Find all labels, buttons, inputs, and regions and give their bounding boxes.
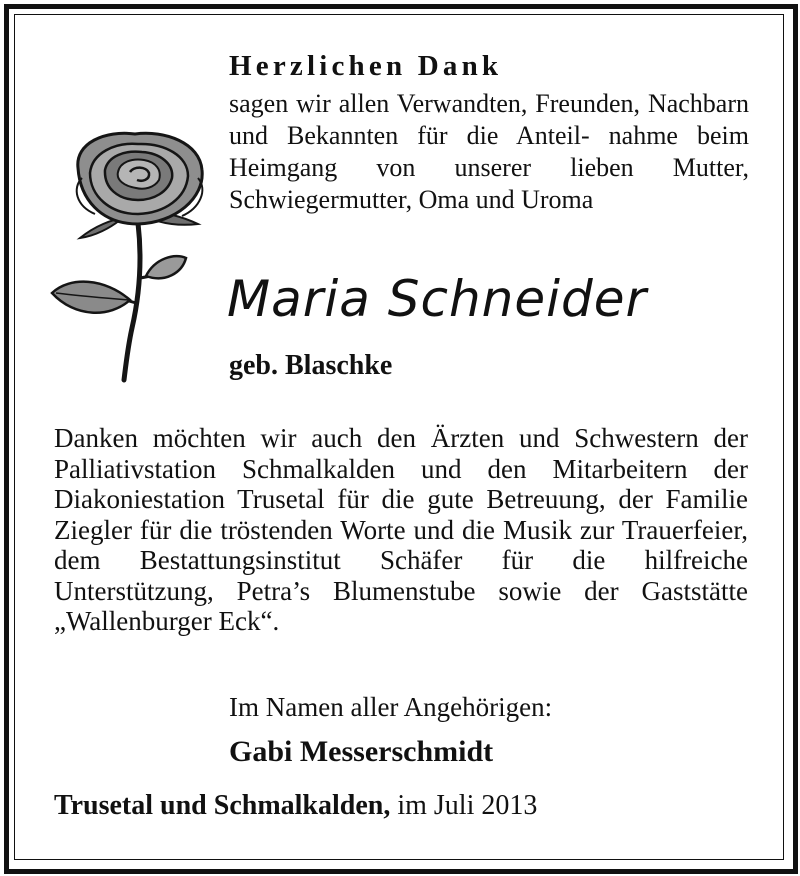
signer-name: Gabi Messerschmidt <box>229 735 494 768</box>
footer-place-date <box>54 790 537 822</box>
intro-line: lieben Mutter, Schwiegermutter, Oma <box>229 153 749 214</box>
footer-place: Trusetal und Schmalkalden, <box>54 790 391 821</box>
intro-line: nahme beim Heimgang von unserer <box>229 121 749 182</box>
thanks-line: der Diakoniestation Trusetal für die gute Betreuung, <box>54 453 749 514</box>
footer-date: im Juli 2013 <box>390 790 538 821</box>
thanks-line: sowie der Gaststätte „Wallenburger Eck“. <box>54 575 748 636</box>
intro-line: sagen wir allen Verwandten, Freunden, <box>229 89 640 118</box>
behalf-line: Im Namen aller Angehörigen: <box>229 692 553 722</box>
intro-line: Nachbarn und Bekannten für die Anteil- <box>229 89 749 150</box>
thanks-line: Danken möchten wir auch den Ärzten und Schwestern <box>54 423 699 453</box>
thanks-paragraph <box>54 423 748 637</box>
rose-illustration-icon <box>50 128 215 383</box>
intro-line: und Uroma <box>475 185 594 214</box>
deceased-name: Maria Schneider <box>227 270 648 328</box>
maiden-name: geb. Blaschke <box>229 350 393 381</box>
thanks-line: der Familie Ziegler für die tröstenden Worte und die <box>54 484 749 545</box>
notice-heading: Herzlichen Dank <box>229 50 503 82</box>
thanks-line: der Palliativstation Schmalkalden und den Mitarbeitern <box>54 423 748 484</box>
thanks-line: Musik zur Trauerfeier, dem Bestattungsinstitut Schäfer <box>54 514 749 575</box>
intro-paragraph <box>229 88 749 216</box>
thanks-line: für die hilfreiche Unterstützung, Petra’s Blumenstube <box>54 545 749 606</box>
